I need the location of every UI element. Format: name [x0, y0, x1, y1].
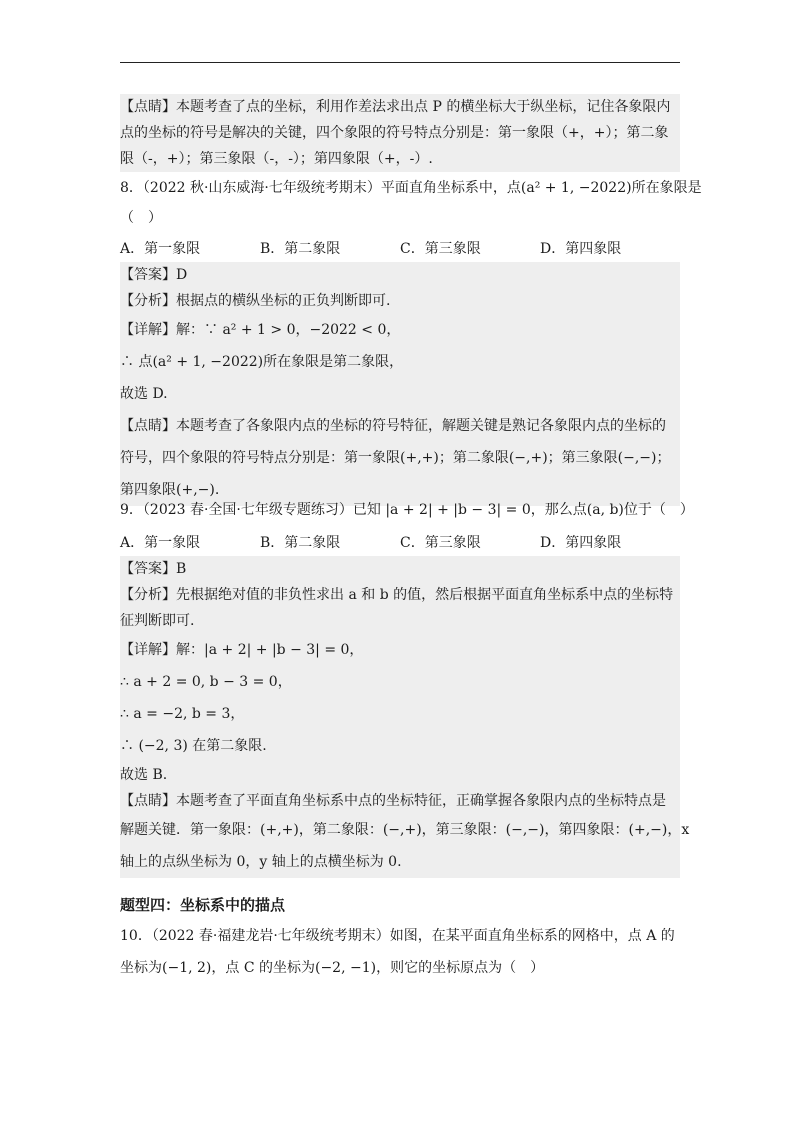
analysis-line: 【分析】先根据绝对值的非负性求出 a 和 b 的值，然后根据平面直角坐标系中点的坐标特	[120, 587, 674, 603]
question-8	[120, 172, 702, 266]
detail-line: ∴ a = −2, b = 3，	[120, 706, 245, 722]
remark-line: 符号，四个象限的符号特点分别是：第一象限(+,+)；第二象限(−,+)；第三象限(−,−)；	[120, 450, 671, 466]
section-title: 题型四：坐标系中的描点	[120, 896, 286, 914]
question-8-stem: 8．（2022 秋·山东威海·七年级统考期末）平面直角坐标系中，点(a² + 1, −2022)所在象限是	[120, 180, 702, 196]
text-line: 【点睛】本题考查了点的坐标，利用作差法求出点 P 的横坐标大于纵坐标，记住各象限内	[120, 99, 671, 115]
analysis-line: 征判断即可.	[120, 613, 195, 629]
option-a: A．第一象限	[120, 535, 201, 551]
remark-line: 【点睛】本题考查了各象限内点的坐标的符号特征，解题关键是熟记各象限内点的坐标的	[120, 418, 666, 434]
prev-explanation-block	[120, 94, 680, 172]
remark-line: 解题关键．第一象限：(+,+)，第二象限：(−,+)，第三象限：(−,−)，第四象限：(+,−)，x	[120, 822, 690, 838]
question-8-solution	[120, 262, 680, 506]
text-line: 限（-，+）；第三象限（-，-）；第四象限（+，-）.	[120, 151, 433, 167]
detail-line: 【详解】解：|a + 2| + |b − 3| = 0，	[120, 642, 364, 658]
question-8-options	[120, 232, 680, 266]
answer-line: 【答案】D	[120, 267, 188, 283]
question-9-solution	[120, 556, 690, 878]
option-d: D．第四象限	[540, 241, 622, 257]
detail-line: ∴ a + 2 = 0, b − 3 = 0，	[120, 674, 292, 690]
question-9-stem: 9．（2023 春·全国·七年级专题练习）已知 |a + 2| + |b − 3| = 0，那么点(a, b)位于（ ）	[120, 502, 694, 518]
option-d: D．第四象限	[540, 535, 622, 551]
remark-line: 第四象限(+,−).	[120, 482, 220, 498]
detail-line: ∴ 点(a² + 1, −2022)所在象限是第二象限，	[120, 354, 404, 370]
analysis-line: 【分析】根据点的横纵坐标的正负判断即可.	[120, 293, 391, 309]
question-10	[120, 920, 680, 984]
option-b: B．第二象限	[260, 535, 341, 551]
detail-line: 【详解】解：∵ a² + 1 > 0，−2022 < 0，	[120, 322, 401, 338]
option-c: C．第三象限	[400, 241, 481, 257]
remark-line: 轴上的点纵坐标为 0，y 轴上的点横坐标为 0.	[120, 854, 402, 870]
header-rule	[120, 62, 680, 63]
option-b: B．第二象限	[260, 241, 341, 257]
detail-line: ∴ (−2, 3) 在第二象限.	[120, 738, 267, 754]
question-10-stem: 坐标为(−1, 2)，点 C 的坐标为(−2, −1)，则它的坐标原点为（ ）	[120, 960, 545, 976]
question-9-options	[120, 526, 680, 560]
answer-line: 【答案】B	[120, 561, 187, 577]
conclusion-line: 故选 D.	[120, 386, 168, 402]
option-c: C．第三象限	[400, 535, 481, 551]
question-9	[120, 494, 694, 560]
conclusion-line: 故选 B.	[120, 767, 168, 783]
remark-line: 【点睛】本题考查了平面直角坐标系中点的坐标特征，正确掌握各象限内点的坐标特点是	[120, 793, 666, 809]
question-10-stem: 10．（2022 春·福建龙岩·七年级统考期末）如图，在某平面直角坐标系的网格中，点 A 的	[120, 928, 675, 944]
option-a: A．第一象限	[120, 241, 201, 257]
question-8-stem-blank: （ ）	[120, 210, 162, 226]
text-line: 点的坐标的符号是解决的关键，四个象限的符号特点分别是：第一象限（+，+）；第二象	[120, 125, 669, 141]
